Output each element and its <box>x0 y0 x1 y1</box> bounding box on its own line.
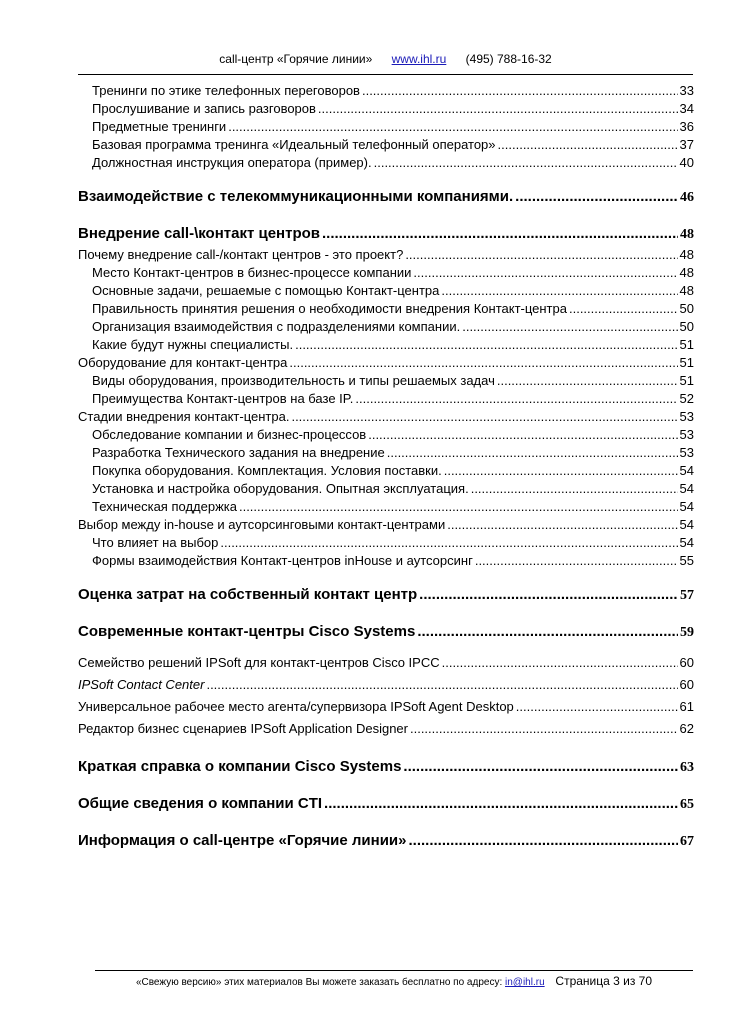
toc-entry-title: Тренинги по этике телефонных переговоров <box>92 83 360 98</box>
toc-entry[interactable] <box>78 336 694 354</box>
toc-heading-title: Информация о call-центре «Горячие линии» <box>78 832 407 849</box>
page-number: Страница 3 из 70 <box>555 974 653 988</box>
toc-entry-page: 54 <box>679 463 694 478</box>
toc-section-title: Выбор между in-house и аутсорсинговыми контакт-центрами <box>78 517 446 532</box>
toc-entry-page: 48 <box>679 283 694 298</box>
toc-heading-page: 67 <box>680 834 694 849</box>
toc-entry-title: Разработка Технического задания на внедрение <box>92 445 385 460</box>
toc-section-title: Почему внедрение call-/контакт центров - это проект? <box>78 247 404 262</box>
toc-section-page: 48 <box>679 247 694 262</box>
toc-entry-title: Установка и настройка оборудования. Опытная эксплуатация. <box>92 481 469 496</box>
toc-entry[interactable] <box>78 444 694 462</box>
toc-entry-page: 54 <box>679 499 694 514</box>
toc-entry-title: Обследование компании и бизнес-процессов <box>92 427 367 442</box>
toc-section[interactable] <box>78 720 694 738</box>
toc-entry-title: Предметные тренинги <box>92 119 227 134</box>
toc-entry[interactable] <box>78 318 694 336</box>
toc-entry-title: Основные задачи, решаемые с помощью Контакт-центра <box>92 283 440 298</box>
toc-heading[interactable] <box>78 621 694 644</box>
toc-entry[interactable] <box>78 390 694 408</box>
toc-section-title: IPSoft Contact Center <box>78 677 205 692</box>
toc-section[interactable] <box>78 654 694 672</box>
header-site-link[interactable]: www.ihl.ru <box>391 52 447 66</box>
toc-heading-page: 46 <box>680 190 694 205</box>
toc-heading[interactable] <box>78 756 694 779</box>
toc-heading-page: 65 <box>680 797 694 812</box>
header-phone: (495) 788-16-32 <box>465 52 552 66</box>
toc-entry-title: Виды оборудования, производительность и типы решаемых задач <box>92 373 495 388</box>
page-header <box>78 52 693 75</box>
toc-section[interactable] <box>78 676 694 694</box>
toc-section-title: Оборудование для контакт-центра <box>78 355 288 370</box>
toc-entry[interactable] <box>78 552 694 570</box>
toc-heading-title: Краткая справка о компании Cisco Systems <box>78 758 402 775</box>
toc-section[interactable] <box>78 516 694 534</box>
toc-entry-title: Правильность принятия решения о необходимости внедрения Контакт-центра <box>92 301 567 316</box>
toc-section-page: 62 <box>679 721 694 736</box>
toc-section[interactable] <box>78 698 694 716</box>
toc-entry[interactable] <box>78 154 694 172</box>
toc-entry-title: Техническая поддержка <box>92 499 237 514</box>
toc-entry[interactable] <box>78 480 694 498</box>
header-company: call-центр «Горячие линии» <box>219 52 373 66</box>
toc-entry-page: 53 <box>679 445 694 460</box>
footer-email-link[interactable]: in@ihl.ru <box>505 977 545 988</box>
toc-entry-page: 37 <box>679 137 694 152</box>
toc-entry[interactable] <box>78 534 694 552</box>
toc-entry-page: 34 <box>679 101 694 116</box>
table-of-contents <box>78 82 694 853</box>
toc-entry-title: Организация взаимодействия с подразделениями компании. <box>92 319 461 334</box>
footer-note: «Свежую версию» этих материалов Вы можете заказать бесплатно по адресу: <box>135 977 503 988</box>
toc-section-page: 61 <box>679 699 694 714</box>
toc-entry-page: 52 <box>679 391 694 406</box>
page-footer <box>95 970 693 988</box>
toc-entry-page: 33 <box>679 83 694 98</box>
toc-section[interactable] <box>78 408 694 426</box>
toc-section-page: 53 <box>679 409 694 424</box>
toc-entry[interactable] <box>78 100 694 118</box>
toc-entry[interactable] <box>78 300 694 318</box>
toc-section-page: 60 <box>679 655 694 670</box>
toc-entry[interactable] <box>78 282 694 300</box>
toc-section-page: 60 <box>679 677 694 692</box>
toc-entry[interactable] <box>78 118 694 136</box>
toc-heading-page: 57 <box>680 588 694 603</box>
toc-entry-page: 55 <box>679 553 694 568</box>
toc-section-title: Стадии внедрения контакт-центра. <box>78 409 290 424</box>
toc-section-title: Семейство решений IPSoft для контакт-центров Cisco IPCC <box>78 655 440 670</box>
toc-entry-title: Какие будут нужны специалисты. <box>92 337 294 352</box>
toc-section-title: Универсальное рабочее место агента/супервизора IPSoft Agent Desktop <box>78 699 514 714</box>
toc-entry[interactable] <box>78 82 694 100</box>
toc-entry-title: Что влияет на выбор <box>92 535 219 550</box>
toc-entry-page: 36 <box>679 119 694 134</box>
toc-heading-page: 63 <box>680 760 694 775</box>
toc-heading-page: 59 <box>680 625 694 640</box>
toc-heading-title: Взаимодействие с телекоммуникационными компаниями. <box>78 188 514 205</box>
toc-heading[interactable] <box>78 186 694 209</box>
toc-entry-page: 53 <box>679 427 694 442</box>
toc-entry-page: 50 <box>679 301 694 316</box>
toc-entry-title: Базовая программа тренинга «Идеальный телефонный оператор» <box>92 137 496 152</box>
toc-heading[interactable] <box>78 830 694 853</box>
toc-entry-page: 54 <box>679 481 694 496</box>
toc-entry[interactable] <box>78 498 694 516</box>
toc-entry-title: Место Контакт-центров в бизнес-процессе компании <box>92 265 412 280</box>
toc-heading[interactable] <box>78 584 694 607</box>
toc-heading-title: Общие сведения о компании CTI <box>78 795 323 812</box>
toc-heading-title: Оценка затрат на собственный контакт центр <box>78 586 418 603</box>
toc-section[interactable] <box>78 354 694 372</box>
toc-heading-title: Современные контакт-центры Cisco Systems <box>78 623 416 640</box>
toc-section[interactable] <box>78 246 694 264</box>
toc-entry[interactable] <box>78 372 694 390</box>
toc-entry-page: 54 <box>679 535 694 550</box>
toc-heading-page: 48 <box>680 227 694 242</box>
toc-entry-page: 51 <box>679 373 694 388</box>
toc-entry-title: Прослушивание и запись разговоров <box>92 101 316 116</box>
toc-entry-page: 50 <box>679 319 694 334</box>
toc-entry-title: Покупка оборудования. Комплектация. Условия поставки. <box>92 463 442 478</box>
toc-entry[interactable] <box>78 462 694 480</box>
toc-entry[interactable] <box>78 136 694 154</box>
toc-heading[interactable] <box>78 223 694 246</box>
toc-entry-page: 51 <box>679 337 694 352</box>
toc-entry[interactable] <box>78 264 694 282</box>
toc-entry-page: 40 <box>679 155 694 170</box>
toc-heading-title: Внедрение call-\контакт центров <box>78 225 320 242</box>
toc-section-title: Редактор бизнес сценариев IPSoft Application Designer <box>78 721 408 736</box>
toc-entry-page: 48 <box>679 265 694 280</box>
toc-entry-title: Преимущества Контакт-центров на базе IP. <box>92 391 354 406</box>
toc-entry-title: Должностная инструкция оператора (пример). <box>92 155 372 170</box>
toc-section-page: 54 <box>679 517 694 532</box>
toc-entry[interactable] <box>78 426 694 444</box>
toc-heading[interactable] <box>78 793 694 816</box>
toc-entry-title: Формы взаимодействия Контакт-центров inHouse и аутсорсинг <box>92 553 473 568</box>
toc-section-page: 51 <box>679 355 694 370</box>
